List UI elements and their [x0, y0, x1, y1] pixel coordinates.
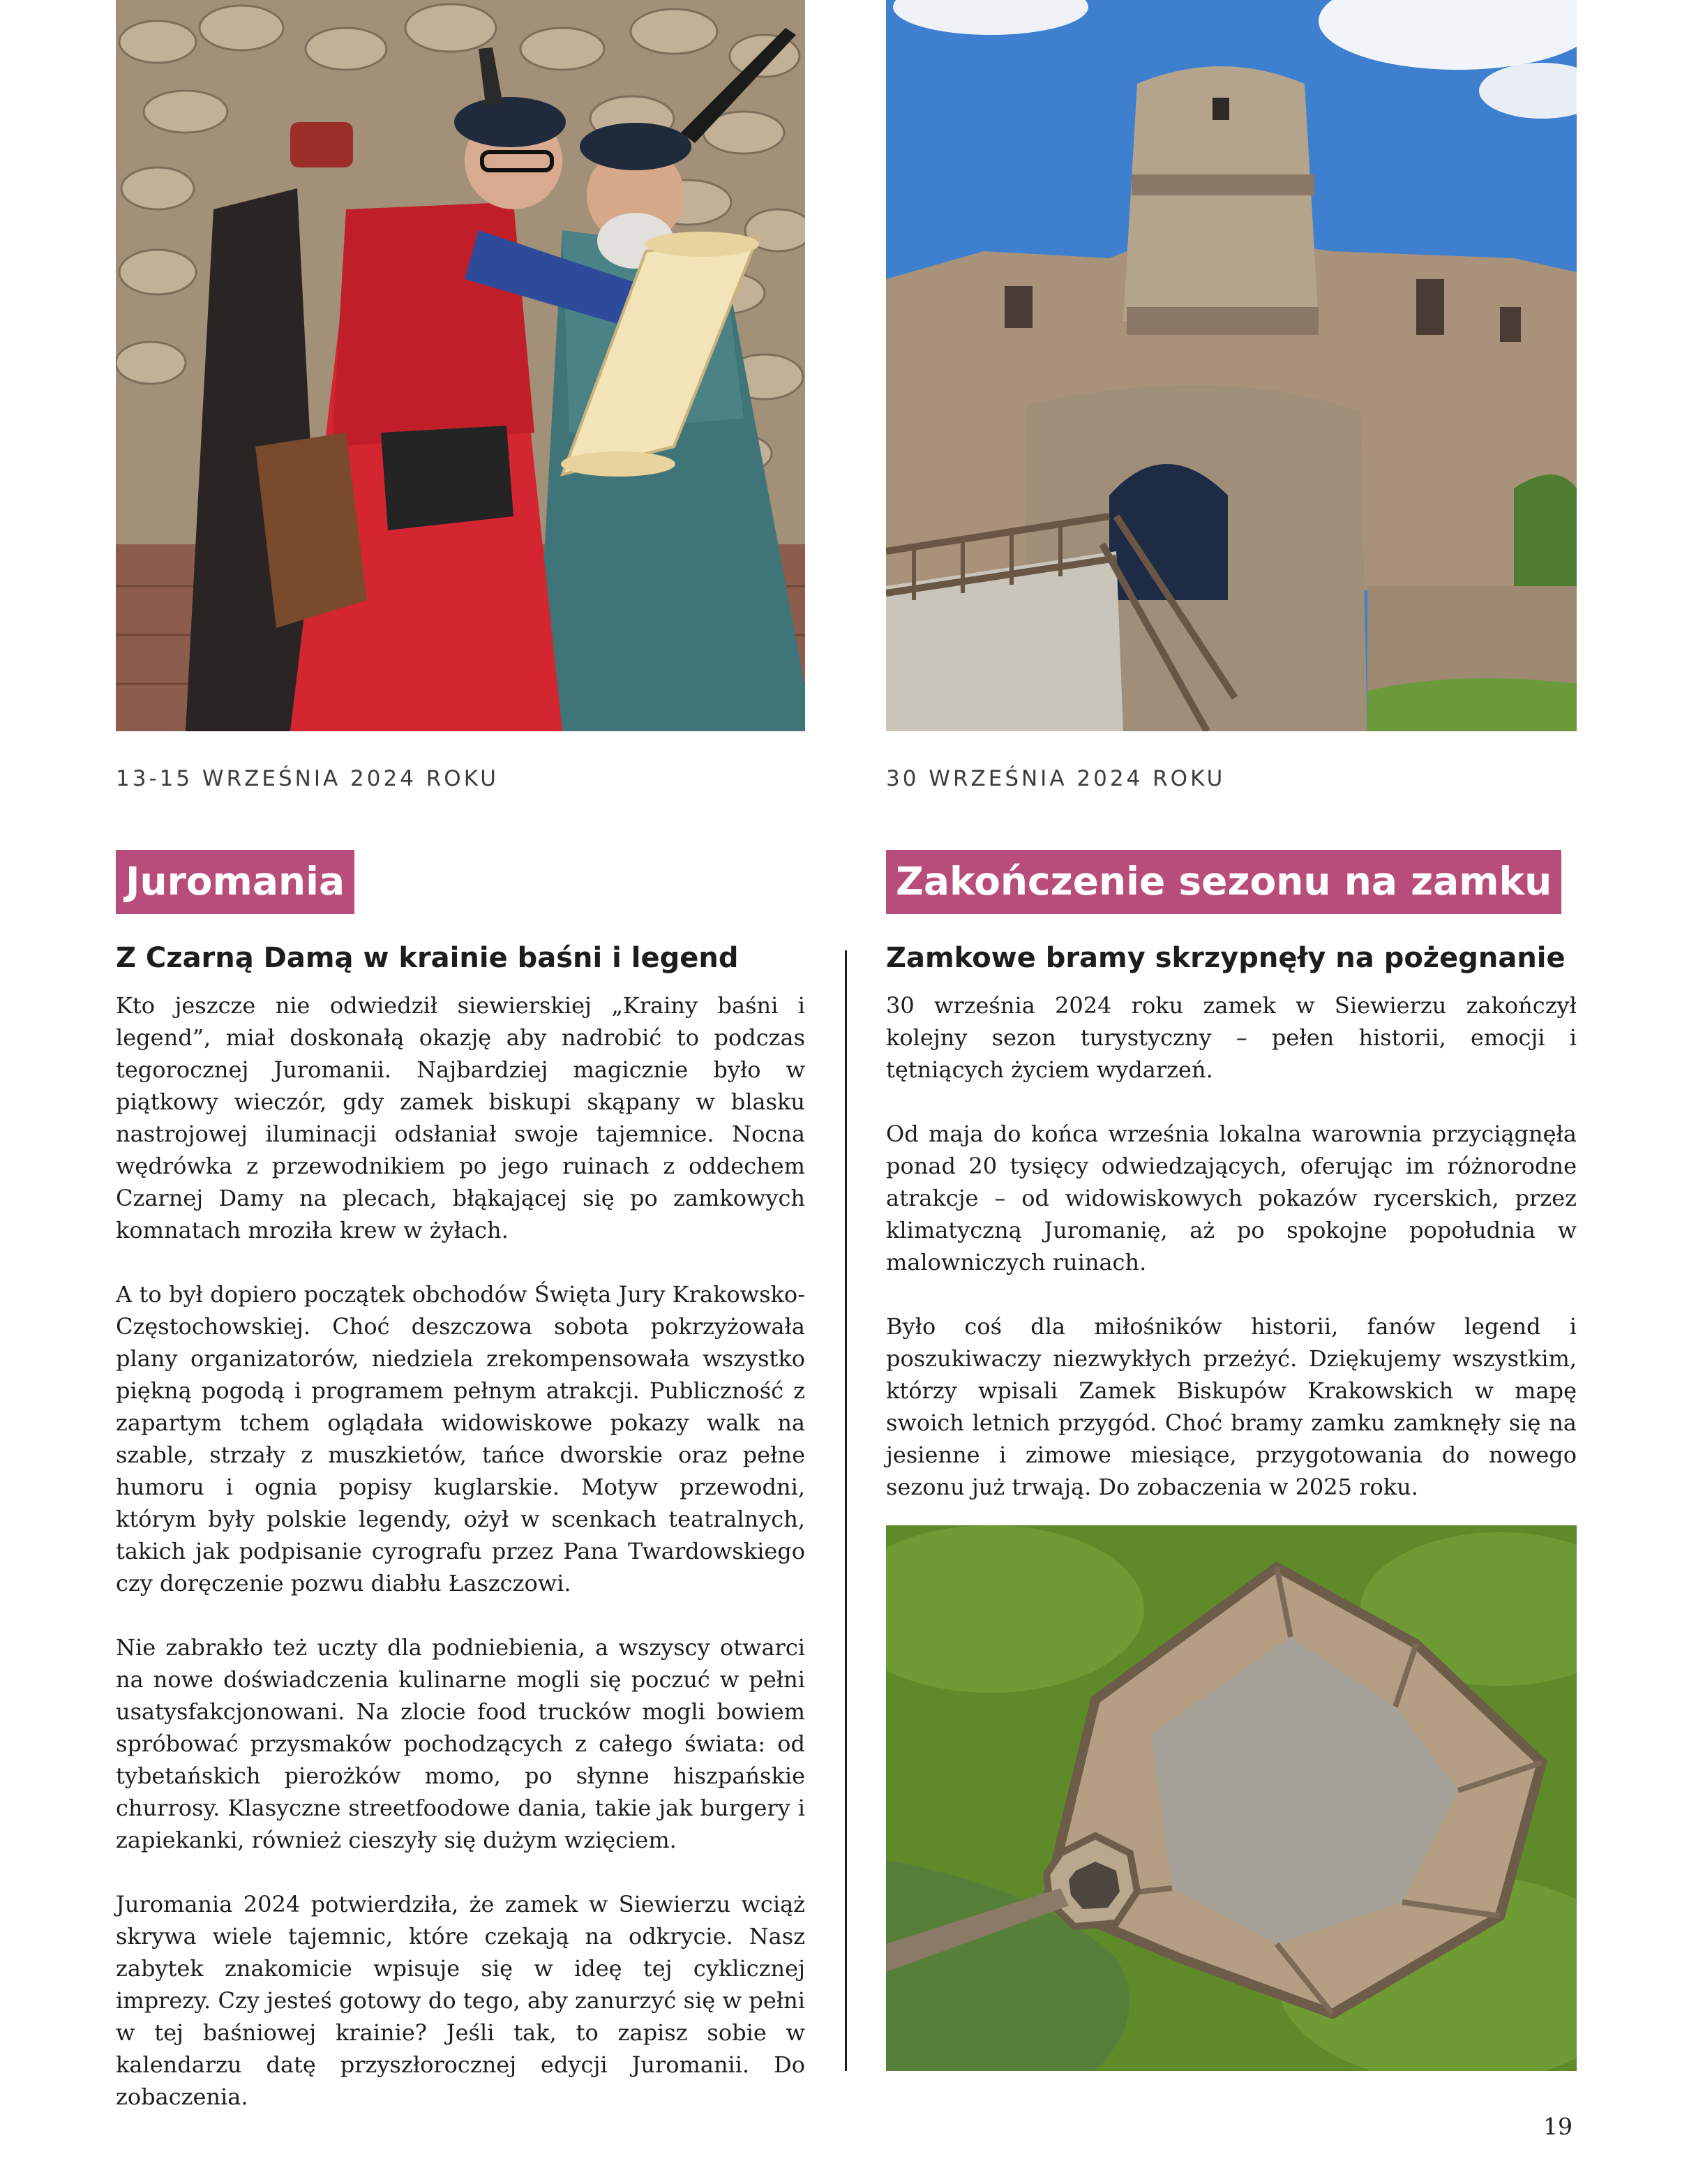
- article-body-juromania: [116, 989, 805, 2113]
- photo-castle-tower: [886, 0, 1577, 731]
- reenactors-illustration: [116, 0, 805, 731]
- photo-reenactors-scroll: [116, 0, 805, 731]
- article-title-juromania: Juromania: [116, 850, 354, 914]
- article-subtitle-season-end: Zamkowe bramy skrzypnęły na pożegnanie: [886, 942, 1566, 974]
- photo-castle-aerial: [886, 1525, 1577, 2071]
- article-title-season-end: Zakończenie sezonu na zamku: [886, 850, 1561, 914]
- aerial-illustration: [886, 1525, 1577, 2071]
- event-date-juromania: 13-15 WRZEŚNIA 2024 ROKU: [116, 766, 499, 791]
- paragraph: Juromania 2024 potwierdziła, że zamek w Siewierzu wciąż skrywa wiele tajemnic, które czekają na odkrycie. Nasz zabytek znakomicie wpisuje się w ideę tej cyklicznej imprezy. Czy jesteś gotowy do tego, aby zanurzyć się w pełni w tej baśniowej krainie? Jeśli tak, to zapisz sobie w kalendarzu datę przyszłorocznej edycji Juromanii. Do zobaczenia.: [116, 1891, 805, 2110]
- paragraph: 30 września 2024 roku zamek w Siewierzu zakończył kolejny sezon turystyczny – pełen historii, emocji i tętniących życiem wydarzeń.: [886, 992, 1577, 1083]
- paragraph: A to był dopiero początek obchodów Święta Jury Krakowsko-Częstochowskiej. Choć deszczowa sobota pokrzyżowała plany organizatorów, niedziela zrekompensowała wszystko piękną pogodą i programem pełnym atrakcji. Publiczność z zapartym tchem oglądała widowiskowe pokazy walk na szable, strzały z muszkietów, tańce dworskie oraz pełne humoru i ognia popisy kuglarskie. Motyw przewodni, którym były polskie legendy, ożył w scenkach teatralnych, takich jak podpisanie cyrografu przez Pana Twardowskiego czy doręczenie pozwu diabłu Łaszczowi.: [116, 1281, 805, 1596]
- event-date-season-end: 30 WRZEŚNIA 2024 ROKU: [886, 766, 1226, 791]
- article-body-season-end: [886, 989, 1577, 1503]
- paragraph: Nie zabrakło też uczty dla podniebienia, a wszyscy otwarci na nowe doświadczenia kulinarne mogli się poczuć w pełni usatysfakcjonowani. Na zlocie food trucków mogli bowiem spróbować przysmaków pochodzących z całego świata: od tybetańskich pierożków momo, po słynne hiszpańskie churrosy. Klasyczne streetfoodowe dania, takie jak burgery i zapiekanki, również cieszyły się dużym wzięciem.: [116, 1634, 805, 1853]
- article-subtitle-juromania: Z Czarną Damą w krainie baśni i legend: [116, 942, 739, 974]
- castle-illustration: [886, 0, 1577, 731]
- paragraph: Kto jeszcze nie odwiedził siewierskiej „Krainy baśni i legend”, miał doskonałą okazję aby nadrobić to podczas tegorocznej Juromanii. Najbardziej magicznie było w piątkowy wieczór, gdy zamek biskupi skąpany w blasku nastrojowej iluminacji odsłaniał swoje tajemnice. Nocna wędrówka z przewodnikiem po jego ruinach z oddechem Czarnej Damy na plecach, błąkającej się po zamkowych komnatach mroziła krew w żyłach.: [116, 992, 805, 1243]
- paragraph: Było coś dla miłośników historii, fanów legend i poszukiwaczy niezwykłych przeżyć. Dziękujemy wszystkim, którzy wpisali Zamek Biskupów Krakowskich w mapę swoich letnich przygód. Choć bramy zamku zamknęły się na jesienne i zimowe miesiące, przygotowania do nowego sezonu już trwają. Do zobaczenia w 2025 roku.: [886, 1313, 1577, 1500]
- page-number: 19: [1543, 2113, 1572, 2140]
- column-divider: [845, 950, 847, 2071]
- paragraph: Od maja do końca września lokalna warownia przyciągnęła ponad 20 tysięcy odwiedzających, oferując im różnorodne atrakcje – od widowiskowych pokazów rycerskich, przez klimatyczną Juromanię, aż po spokojne popołudnia w malowniczych ruinach.: [886, 1121, 1577, 1276]
